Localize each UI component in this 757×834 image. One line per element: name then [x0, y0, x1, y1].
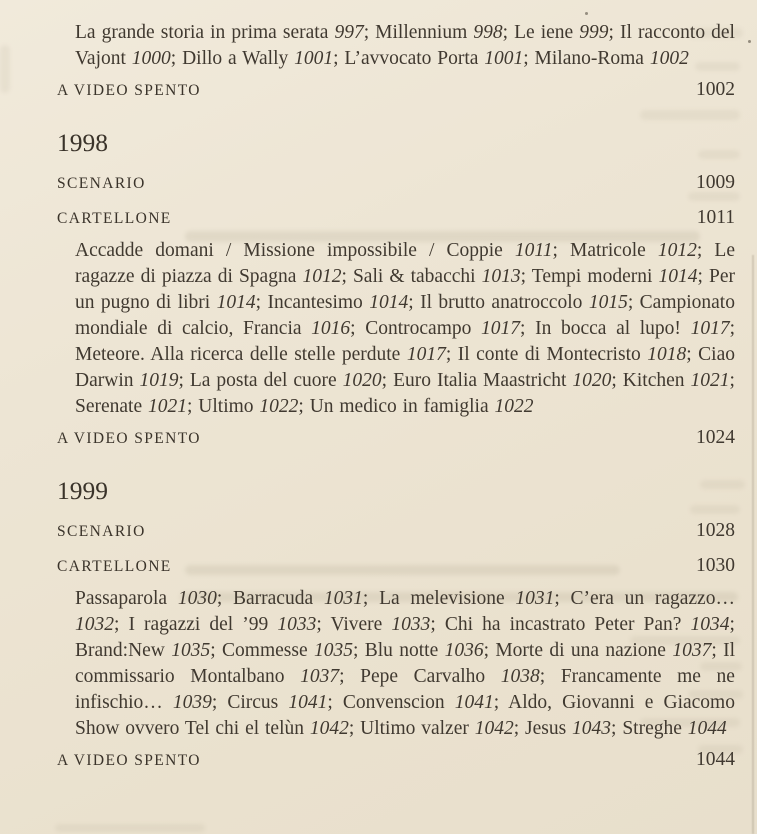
entry-page-number: 1022: [259, 396, 299, 417]
entry-page-number: 1012: [302, 266, 342, 287]
entry-title: La grande storia in prima serata: [75, 22, 329, 43]
entry-title: Per un pugno di libri: [75, 266, 735, 313]
entry-title: Sali & tabacchi: [352, 266, 476, 287]
entry-title: Streghe: [622, 718, 682, 739]
entry-title: Milano-Roma: [534, 48, 644, 69]
entry-title: Kitchen: [622, 370, 685, 391]
index-label: SCENARIO: [57, 523, 146, 540]
entry-page-number: 998: [473, 22, 503, 43]
entry-page-number: 1020: [572, 370, 612, 391]
entry-page-number: 1020: [342, 370, 382, 391]
entry-title: Incantesimo: [267, 292, 363, 313]
index-label: A VIDEO SPENTO: [57, 82, 201, 99]
entry-title: Pepe Carvalho: [360, 666, 486, 687]
entry-title: Francamente me ne infischio…: [75, 666, 735, 713]
entry-title: Il brutto anatroccolo: [420, 292, 583, 313]
entry-page-number: 1014: [369, 292, 409, 313]
entry-page-number: 1017: [481, 318, 521, 339]
entry-title: Circus: [227, 692, 279, 713]
entry-title: Commesse: [222, 640, 308, 661]
entry-title: Serenate: [75, 396, 143, 417]
entry-page-number: 1018: [647, 344, 687, 365]
entry-page-number: 1035: [313, 640, 353, 661]
entry-title: Ultimo valzer: [360, 718, 469, 739]
entry-page-number: 1030: [177, 588, 217, 609]
entry-page-number: 1033: [277, 614, 317, 635]
entry-title: Euro Italia Maastricht: [393, 370, 567, 391]
index-label: SCENARIO: [57, 175, 146, 192]
entry-page-number: 1012: [657, 240, 697, 261]
entry-title: Morte di una nazione: [495, 640, 666, 661]
entry-title: Aldo, Giovanni e Giacomo Show ovvero Tel chi el telùn: [75, 692, 735, 739]
entry-title: L’avvocato Porta: [344, 48, 479, 69]
entry-page-number: 1031: [515, 588, 555, 609]
entry-title: In bocca al lupo!: [535, 318, 681, 339]
index-page-number: 1024: [696, 427, 735, 448]
entry-title: Convenscion: [342, 692, 445, 713]
entry-page-number: 1035: [171, 640, 211, 661]
index-page-number: 1002: [696, 79, 735, 100]
index-line: [57, 427, 735, 449]
entry-title: Barracuda: [233, 588, 314, 609]
index-line: [57, 207, 735, 229]
entries-1998: Accadde domani / Missione impossibile / Coppie 1011; Matricole 1012; Le ragazze di piazza di Spagna 1012; Sali & tabacchi 1013; Tempi moderni 1014; Per un pugno di libri 1014; Incantesimo 1014; Il brutto anatroccolo 1015; Campionato mondiale di calcio, Francia 1016; Controcampo 1017; In bocca al lupo! 1017; Meteore. Alla ricerca delle stelle perdute 1017; Il conte di Montecristo 1018; Ciao Darwin 1019; La posta del cuore 1020; Euro Italia Maastricht 1020; Kitchen 1021; Serenate 1021; Ultimo 1022; Un medico in famiglia 1022: [75, 240, 735, 417]
entry-page-number: 1033: [391, 614, 431, 635]
year-heading: 1998: [57, 128, 108, 157]
entry-page-number: 1031: [323, 588, 363, 609]
entry-page-number: 1011: [514, 240, 553, 261]
entry-title: Millennium: [375, 22, 468, 43]
entry-page-number: 1038: [500, 666, 540, 687]
index-label: A VIDEO SPENTO: [57, 430, 201, 447]
entry-page-number: 997: [334, 22, 364, 43]
entry-page-number: 1032: [75, 614, 114, 635]
entry-title: Il racconto del Vajont: [75, 22, 735, 69]
entry-page-number: 1000: [131, 48, 171, 69]
entry-title: Blu notte: [364, 640, 439, 661]
entry-page-number: 1044: [687, 718, 727, 739]
entry-page-number: 1037: [672, 640, 712, 661]
entry-title: Meteore. Alla ricerca delle stelle perdute: [75, 344, 401, 365]
entry-page-number: 1002: [649, 48, 689, 69]
index-line: [57, 172, 735, 194]
entry-page-number: 1042: [474, 718, 514, 739]
entry-title: Accadde domani / Missione impossibile / Coppie: [75, 240, 503, 261]
entry-title: Vivere: [330, 614, 383, 635]
index-line: [57, 555, 735, 577]
entry-page-number: 1039: [172, 692, 212, 713]
index-label: CARTELLONE: [57, 210, 172, 227]
entry-title: Il conte di Montecristo: [457, 344, 641, 365]
entry-title: I ragazzi del ’99: [128, 614, 269, 635]
entry-title: Passaparola: [75, 588, 168, 609]
entry-page-number: 1021: [690, 370, 730, 391]
index-page-number: 1044: [696, 749, 735, 770]
entry-title: Chi ha incastrato Peter Pan?: [444, 614, 682, 635]
entry-title: Ciao Darwin: [75, 344, 735, 391]
entry-page-number: 1042: [309, 718, 349, 739]
entry-page-number: 999: [579, 22, 609, 43]
index-page-number: 1030: [696, 555, 735, 576]
entry-title: Controcampo: [365, 318, 472, 339]
entry-page-number: 1013: [481, 266, 521, 287]
entry-page-number: 1015: [588, 292, 628, 313]
entry-page-number: 1016: [311, 318, 351, 339]
entry-title: C’era un ragazzo…: [570, 588, 735, 609]
index-line: [57, 79, 735, 101]
entry-page-number: 1017: [690, 318, 730, 339]
index-line: [57, 520, 735, 542]
entry-page-number: 1001: [294, 48, 334, 69]
entry-title: Il commissario Montalbano: [75, 640, 735, 687]
entries-continued: La grande storia in prima serata 997; Millennium 998; Le iene 999; Il racconto del Vajont 1000; Dillo a Wally 1001; L’avvocato Porta 1001; Milano-Roma 1002: [75, 22, 735, 69]
entry-page-number: 1037: [300, 666, 340, 687]
entry-title: La melevisione: [379, 588, 505, 609]
index-page-number: 1011: [696, 207, 735, 228]
entry-title: Campionato mondiale di calcio, Francia: [75, 292, 735, 339]
index-page-number: 1028: [696, 520, 735, 541]
entry-page-number: 1041: [454, 692, 494, 713]
entry-page-number: 1014: [658, 266, 698, 287]
entry-title: Un medico in famiglia: [309, 396, 489, 417]
entries-1999: Passaparola 1030; Barracuda 1031; La melevisione 1031; C’era un ragazzo… 1032; I ragazzi del ’99 1033; Vivere 1033; Chi ha incastrato Peter Pan? 1034; Brand:New 1035; Commesse 1035; Blu notte 1036; Morte di una nazione 1037; Il commissario Montalbano 1037; Pepe Carvalho 1038; Francamente me ne infischio… 1039; Circus 1041; Convenscion 1041; Aldo, Giovanni e Giacomo Show ovvero Tel chi el telùn 1042; Ultimo valzer 1042; Jesus 1043; Streghe 1044: [75, 588, 735, 739]
entry-title: Ultimo: [198, 396, 254, 417]
entry-page-number: 1019: [139, 370, 179, 391]
entry-page-number: 1022: [494, 396, 534, 417]
entry-title: Dillo a Wally: [182, 48, 289, 69]
entry-page-number: 1001: [484, 48, 524, 69]
index-label: A VIDEO SPENTO: [57, 752, 201, 769]
entry-title: Jesus: [525, 718, 567, 739]
entry-page-number: 1034: [690, 614, 730, 635]
entry-page-number: 1017: [406, 344, 446, 365]
entry-title: La posta del cuore: [189, 370, 337, 391]
entry-page-number: 1043: [572, 718, 612, 739]
year-heading: 1999: [57, 476, 108, 505]
entry-page-number: 1014: [216, 292, 256, 313]
entry-title: Le iene: [514, 22, 574, 43]
entry-title: Le ragazze di piazza di Spagna: [75, 240, 735, 287]
entry-page-number: 1021: [148, 396, 187, 417]
entry-page-number: 1041: [288, 692, 328, 713]
index-page-number: 1009: [696, 172, 735, 193]
entry-title: Tempi moderni: [531, 266, 653, 287]
entry-page-number: 1036: [444, 640, 484, 661]
entry-title: Brand:New: [75, 640, 165, 661]
index-line: [57, 749, 735, 771]
entry-title: Matricole: [569, 240, 646, 261]
index-label: CARTELLONE: [57, 558, 172, 575]
